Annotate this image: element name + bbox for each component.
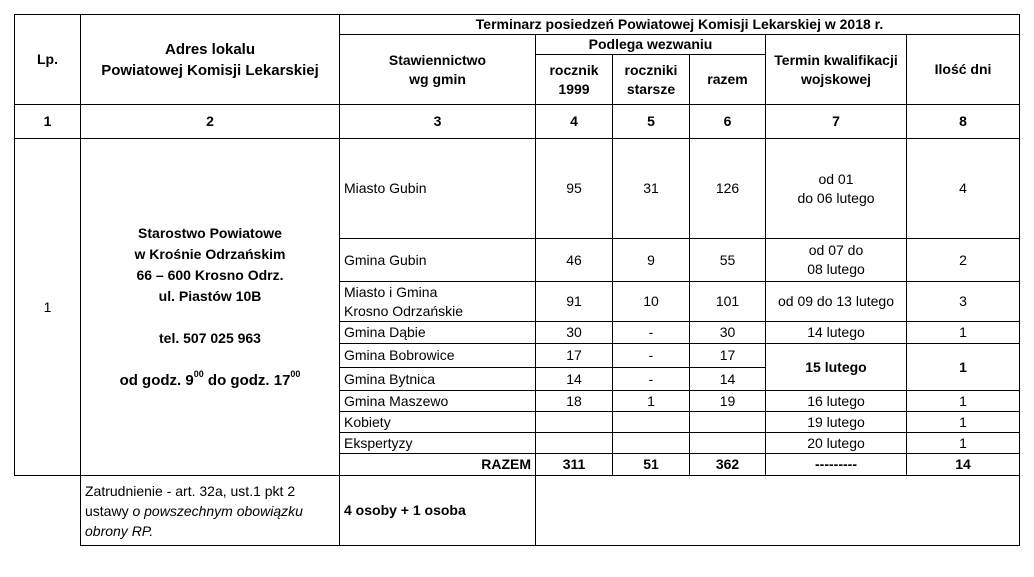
footer-blank-cell <box>536 476 1020 546</box>
r1999-cell: 46 <box>536 239 613 282</box>
gmina-cell: Miasto i Gmina Krosno Odrzańskie <box>340 282 536 322</box>
col-number: 1 <box>15 105 81 139</box>
header-razem: razem <box>690 55 766 105</box>
col-number: 4 <box>536 105 613 139</box>
termin-cell: 19 lutego <box>766 412 907 433</box>
razem-cell: 17 <box>690 344 766 368</box>
col-number: 7 <box>766 105 907 139</box>
dni-cell: 1 <box>907 412 1020 433</box>
col-number: 6 <box>690 105 766 139</box>
starsze-cell: 9 <box>613 239 690 282</box>
r1999-cell: 17 <box>536 344 613 368</box>
address-cell: Starostwo Powiatowe w Krośnie Odrzańskim 66 – 600 Krosno Odrz. ul. Piastów 10B tel. 507 025 963 od godz. $9^{00}$ do godz. $17^{00}$ <box>81 139 340 476</box>
total-starsze: 51 <box>613 454 690 476</box>
lp-cell: 1 <box>15 139 81 476</box>
gmina-cell: Miasto Gubin <box>340 139 536 239</box>
dni-cell: 1 <box>907 322 1020 344</box>
starsze-cell: - <box>613 368 690 391</box>
starsze-cell: 1 <box>613 391 690 412</box>
starsze-cell: - <box>613 322 690 344</box>
header-ilosc: Ilość dni <box>907 35 1020 105</box>
termin-cell: 14 lutego <box>766 322 907 344</box>
razem-cell: 126 <box>690 139 766 239</box>
gmina-cell: Gmina Bytnica <box>340 368 536 391</box>
footer-legal-text: Zatrudnienie - art. 32a, ust.1 pkt 2 ustawy o powszechnym obowiązku obrony RP. <box>81 476 340 546</box>
gmina-cell: Ekspertyzy <box>340 433 536 454</box>
gmina-cell: Kobiety <box>340 412 536 433</box>
header-lp: Lp. <box>15 15 81 105</box>
col-number: 2 <box>81 105 340 139</box>
termin-cell: 16 lutego <box>766 391 907 412</box>
dni-cell: 1 <box>907 344 1020 391</box>
r1999-cell <box>536 433 613 454</box>
starsze-cell: 31 <box>613 139 690 239</box>
footer-staff: 4 osoby + 1 osoba <box>340 476 536 546</box>
termin-cell: od 09 do 13 lutego <box>766 282 907 322</box>
termin-cell: od 01 do 06 lutego <box>766 139 907 239</box>
gmina-cell: Gmina Gubin <box>340 239 536 282</box>
gmina-cell: Gmina Maszewo <box>340 391 536 412</box>
r1999-cell <box>536 412 613 433</box>
razem-cell: 55 <box>690 239 766 282</box>
razem-cell: 101 <box>690 282 766 322</box>
razem-cell: 30 <box>690 322 766 344</box>
col-number: 8 <box>907 105 1020 139</box>
header-address: Adres lokalu Powiatowej Komisji Lekarskiej <box>81 15 340 105</box>
total-r1999: 311 <box>536 454 613 476</box>
header-podlega: Podlega wezwaniu <box>536 35 766 55</box>
col-number: 3 <box>340 105 536 139</box>
termin-cell: od 07 do 08 lutego <box>766 239 907 282</box>
footer-empty-cell <box>15 476 81 546</box>
r1999-cell: 14 <box>536 368 613 391</box>
header-stawiennictwo: Stawiennictwo wg gmin <box>340 35 536 105</box>
total-label: RAZEM <box>340 454 536 476</box>
dni-cell: 2 <box>907 239 1020 282</box>
starsze-cell: 10 <box>613 282 690 322</box>
r1999-cell: 91 <box>536 282 613 322</box>
r1999-cell: 95 <box>536 139 613 239</box>
header-termin: Termin kwalifikacji wojskowej <box>766 35 907 105</box>
table-row <box>15 139 1020 239</box>
gmina-cell: Gmina Bobrowice <box>340 344 536 368</box>
total-razem: 362 <box>690 454 766 476</box>
r1999-cell: 18 <box>536 391 613 412</box>
col-number: 5 <box>613 105 690 139</box>
gmina-cell: Gmina Dąbie <box>340 322 536 344</box>
starsze-cell <box>613 433 690 454</box>
razem-cell: 14 <box>690 368 766 391</box>
razem-cell: 19 <box>690 391 766 412</box>
dni-cell: 1 <box>907 433 1020 454</box>
starsze-cell <box>613 412 690 433</box>
razem-cell <box>690 433 766 454</box>
termin-cell: 15 lutego <box>766 344 907 391</box>
razem-cell <box>690 412 766 433</box>
table-title: Terminarz posiedzeń Powiatowej Komisji Lekarskiej w 2018 r. <box>340 15 1020 35</box>
commission-schedule-table <box>14 14 1020 546</box>
dni-cell: 4 <box>907 139 1020 239</box>
total-dni: 14 <box>907 454 1020 476</box>
footer-row <box>15 476 1020 546</box>
header-rocznik: rocznik 1999 <box>536 55 613 105</box>
termin-cell: 20 lutego <box>766 433 907 454</box>
dni-cell: 1 <box>907 391 1020 412</box>
header-starsze: roczniki starsze <box>613 55 690 105</box>
r1999-cell: 30 <box>536 322 613 344</box>
total-termin: --------- <box>766 454 907 476</box>
dni-cell: 3 <box>907 282 1020 322</box>
starsze-cell: - <box>613 344 690 368</box>
